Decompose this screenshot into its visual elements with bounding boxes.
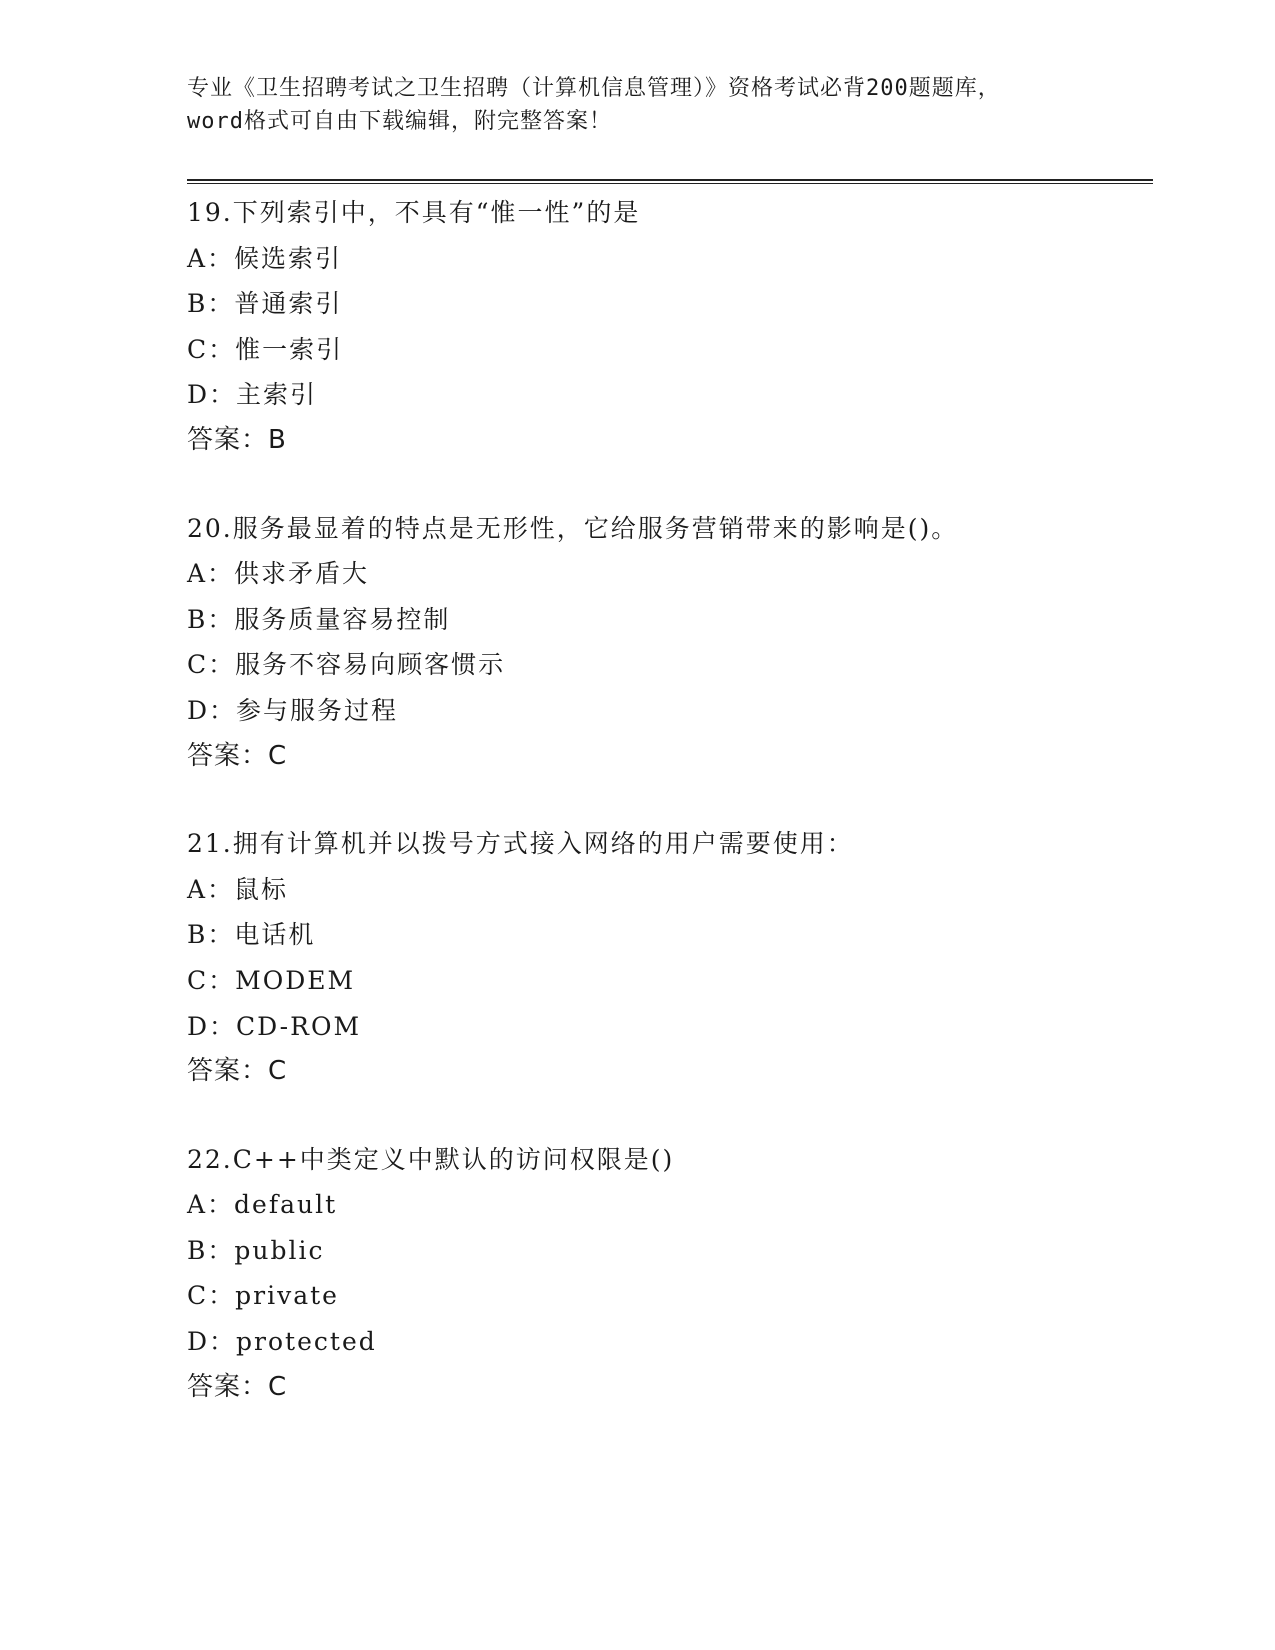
header-divider-thin [187, 183, 1153, 184]
option-c: C：private [187, 1281, 339, 1311]
question-stem: 21.拥有计算机并以拨号方式接入网络的用户需要使用： [187, 829, 854, 859]
option-b: B：电话机 [187, 920, 316, 950]
answer-line: 答案：C [187, 1056, 288, 1087]
header-divider-thick [187, 179, 1153, 181]
option-c: C：服务不容易向顾客惯示 [187, 650, 506, 680]
option-d: D：主索引 [187, 380, 318, 410]
question-21 [187, 821, 1147, 1095]
option-d: D：CD-ROM [187, 1011, 362, 1041]
header-title-line-2: word格式可自由下载编辑，附完整答案！ [187, 109, 612, 134]
option-a: A：供求矛盾大 [187, 559, 370, 589]
document-header [187, 72, 1087, 138]
option-b: B：服务质量容易控制 [187, 604, 451, 634]
question-stem: 19.下列索引中，不具有“惟一性”的是 [187, 198, 641, 227]
question-stem: 22.C++中类定义中默认的访问权限是() [187, 1144, 675, 1174]
option-d: D：protected [187, 1327, 377, 1357]
answer-line: 答案：B [187, 424, 287, 455]
option-a: A：default [187, 1190, 338, 1220]
option-a: A：候选索引 [187, 243, 343, 273]
option-b: B：普通索引 [187, 289, 343, 319]
option-a: A：鼠标 [187, 874, 289, 904]
header-title-line-1: 专业《卫生招聘考试之卫生招聘（计算机信息管理）》资格考试必背200题题库， [187, 76, 1001, 101]
option-c: C：惟一索引 [187, 334, 344, 364]
question-19 [187, 190, 1147, 464]
answer-line: 答案：C [187, 740, 288, 771]
question-20 [187, 506, 1147, 780]
question-list [187, 190, 1147, 1410]
option-c: C：MODEM [187, 965, 356, 995]
option-b: B：public [187, 1235, 325, 1265]
answer-line: 答案：C [187, 1371, 288, 1402]
question-22 [187, 1137, 1147, 1411]
option-d: D：参与服务过程 [187, 695, 399, 725]
question-stem: 20.服务最显着的特点是无形性，它给服务营销带来的影响是()。 [187, 513, 959, 543]
